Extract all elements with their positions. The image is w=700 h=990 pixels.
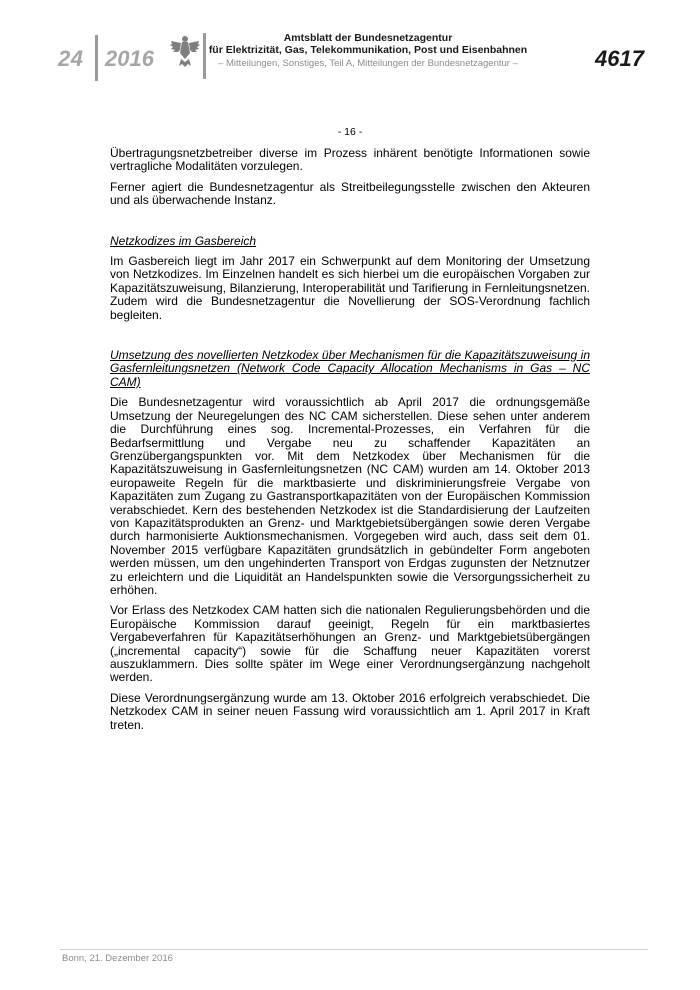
paragraph: Im Gasbereich liegt im Jahr 2017 ein Schwerpunkt auf dem Monitoring der Umsetzung von Netzkodizes. Im Einzelnen handelt es sich hierbei um die europäischen Vorgaben zur Kapazitätszuweisung, Bilanzierung, Interoperabilität und Tarifierung in Fernleitungsnetzen. Zudem wird die Bundesnetzagentur die Novellierung der SOS-Verordnung fachlich begleiten. — [110, 254, 590, 322]
inner-page-number: - 16 - — [337, 126, 363, 138]
paragraph: Die Bundesnetzagentur wird voraussichtlich ab April 2017 die ordnungsgemäße Umsetzung der Neuregelungen des NC CAM sicherstellen. Diese sehen unter anderem die Durchführung eines sog. Incremental-Prozesses, ein Verfahren für die Bedarfsermittlung und Vergabe neu zu schaffender Kapazitäten an Grenzübergangspunkten vor. Mit dem Netzkodex über Mechanismen für die Kapazitätszuweisung in Gasfernleitungsnetzen (NC CAM) wurden am 14. Oktober 2013 europaweite Regeln für die marktbasierte und diskriminierungsfreie Vergabe von Kapazitäten zum Zugang zu Gastransportkapazitäten von der Europäischen Kommission verabschiedet. Kern des bestehenden Netzkodex ist die Standardisierung der Laufzeiten von Kapazitätsprodukten an Grenz- und Marktgebietsübergängen sowie deren Vergabe durch harmonisierte Auktionsmechanismen. Vorgegeben wird auch, dass seit dem 01. November 2015 verfügbare Kapazitäten grundsätzlich in gebündelter Form angeboten werden müssen, um den ungehinderten Transport von Erdgas zugunsten der Netznutzer zu erleichtern und die Liquidität an Handelspunkten sowie die Versorgungssicherheit zu erhöhen. — [110, 395, 590, 597]
footer-rule — [60, 949, 648, 950]
paragraph: Vor Erlass des Netzkodex CAM hatten sich die nationalen Regulierungsbehörden und die Europäische Kommission darauf geeinigt, Regeln für ein marktbasiertes Vergabeverfahren für Kapazitätserhöhungen an Grenz- und Marktgebietsübergängen („incremental capacity“) sowie für die Schaffung neuer Kapazitäten vorerst auszuklammern. Dies sollte später im Wege einer Verordnungsergänzung nachgeholt werden. — [110, 603, 590, 685]
federal-eagle-icon — [168, 33, 202, 69]
gazette-subtitle: – Mitteilungen, Sonstiges, Teil A, Mitteilungen der Bundesnetzagentur – — [218, 58, 518, 69]
gazette-page-number: 4617 — [595, 46, 644, 71]
issue-number: 24 — [58, 46, 84, 71]
section-heading: Netzkodizes im Gasbereich — [110, 233, 257, 248]
paragraph: Diese Verordnungsergänzung wurde am 13. Oktober 2016 erfolgreich verabschiedet. Die Netzkodex CAM in seiner neuen Fassung wird voraussichtlich am 1. April 2017 in Kraft treten. — [110, 690, 590, 732]
issue-year: 2016 — [105, 46, 154, 71]
paragraph: Ferner agiert die Bundesnetzagentur als Streitbeilegungsstelle zwischen den Akteuren und als überwachende Instanz. — [110, 179, 590, 208]
gazette-title-line-2: für Elektrizität, Gas, Telekommunikation, Post und Eisenbahnen — [208, 44, 528, 56]
header-divider — [95, 35, 98, 81]
footer-date: Bonn, 21. Dezember 2016 — [62, 953, 173, 964]
header-divider-right — [203, 33, 206, 79]
section-heading: Umsetzung des novellierten Netzkodex über Mechanismen für die Kapazitätszuweisung in Gasfernleitungsnetzen (Network Code Capacity Allocation Mechanisms in Gas – NC CAM) — [110, 348, 590, 389]
gazette-title-line-1: Amtsblatt der Bundesnetzagentur — [283, 32, 453, 44]
document-body — [110, 147, 590, 732]
paragraph: Übertragungsnetzbetreiber diverse im Prozess inhärent benötigte Informationen sowie vertragliche Modalitäten vorzulegen. — [110, 146, 590, 174]
